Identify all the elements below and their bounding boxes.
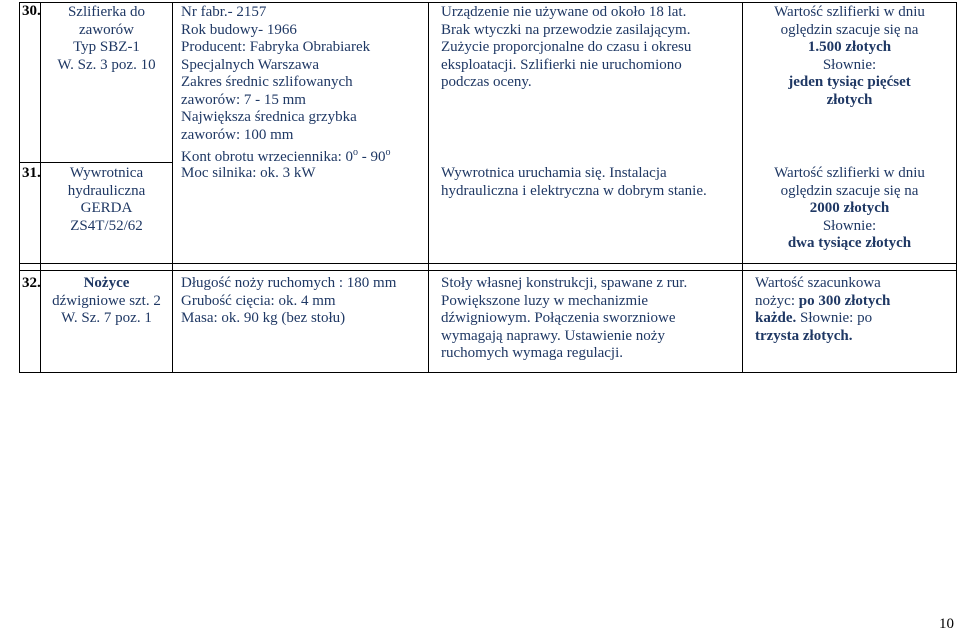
row-31-condition: Wywrotnica uruchamia się. Instalacja hydrauliczna i elektryczna w dobrym stanie. (441, 165, 707, 199)
row-30-spec: Nr fabr.- 2157 Rok budowy- 1966 Producent: Fabryka Obrabiarek Specjalnych Warszawa Zakres średnic szlifowanych zaworów: 7 - 15 mm Największa średnica grzybka zaworów: 100 mm Kont obrotu wrzeciennika: 0$^o$ - 90$^o$ (181, 4, 391, 165)
value-amount: po 300 złotych (798, 292, 891, 309)
row-30-condition: Urządzenie nie używane od około 18 lat. Brak wtyczki na przewodzie zasilającym. Zużycie proporcjonalne do czasu i okresu eksploatacji. Szlifierki nie uruchomiono podczas oceny. (441, 4, 692, 90)
row-32-spec: Długość noży ruchomych : 180 mm Grubość cięcia: ok. 4 mm Masa: ok. 90 kg (bez stołu) (181, 275, 397, 326)
col-border-right (956, 2, 957, 373)
row-30-item-name: Szlifierka do zaworów Typ SBZ-1 W. Sz. 3 poz. 10 (57, 4, 156, 73)
page-number: 10 (939, 616, 954, 632)
row-32-number: 32. (22, 275, 41, 291)
value-amount: 2000 złotych (809, 200, 890, 216)
row-32-value: Wartość szacunkowa nożyc: po 300 złotych każde. Słownie: po trzysta złotych. (755, 275, 891, 344)
row-31-number: 31. (22, 165, 41, 181)
row-32-item-name: Nożyce dźwigniowe szt. 2 W. Sz. 7 poz. 1 (52, 275, 161, 326)
row-divider-30-31 (19, 162, 172, 163)
spec-kont-obrotu: Kont obrotu wrzeciennika: 0$^o$ - 90$^o$ (181, 147, 391, 165)
table-border-bottom (19, 372, 957, 373)
row-30-number: 30. (22, 3, 41, 19)
col-border-left (19, 2, 20, 373)
row-31-item-name: Wywrotnica hydrauliczna GERDA ZS4T/52/62 (67, 165, 146, 234)
col-border-2 (172, 2, 173, 373)
row-divider-31-32-bottom (19, 270, 957, 271)
row-divider-31-32-top (19, 263, 957, 264)
row-32-condition: Stoły własnej konstrukcji, spawane z rur. Powiększone luzy w mechanizmie dźwigniowym. Połączenia sworzniowe wymagają naprawy. Ustawienie noży ruchomych wymaga regulacji. (441, 275, 688, 361)
value-amount: 1.500 złotych (807, 39, 892, 55)
row-30-value: Wartość szlifierki w dniu oględzin szacuje się na 1.500 złotych Słownie: jeden tysiąc pięćset złotych (743, 4, 956, 109)
table-border-top (19, 2, 957, 3)
col-border-3 (428, 2, 429, 373)
row-31-spec: Moc silnika: ok. 3 kW (181, 165, 316, 181)
row-31-value: Wartość szlifierki w dniu oględzin szacuje się na 2000 złotych Słownie: dwa tysiące złotych (743, 165, 956, 253)
